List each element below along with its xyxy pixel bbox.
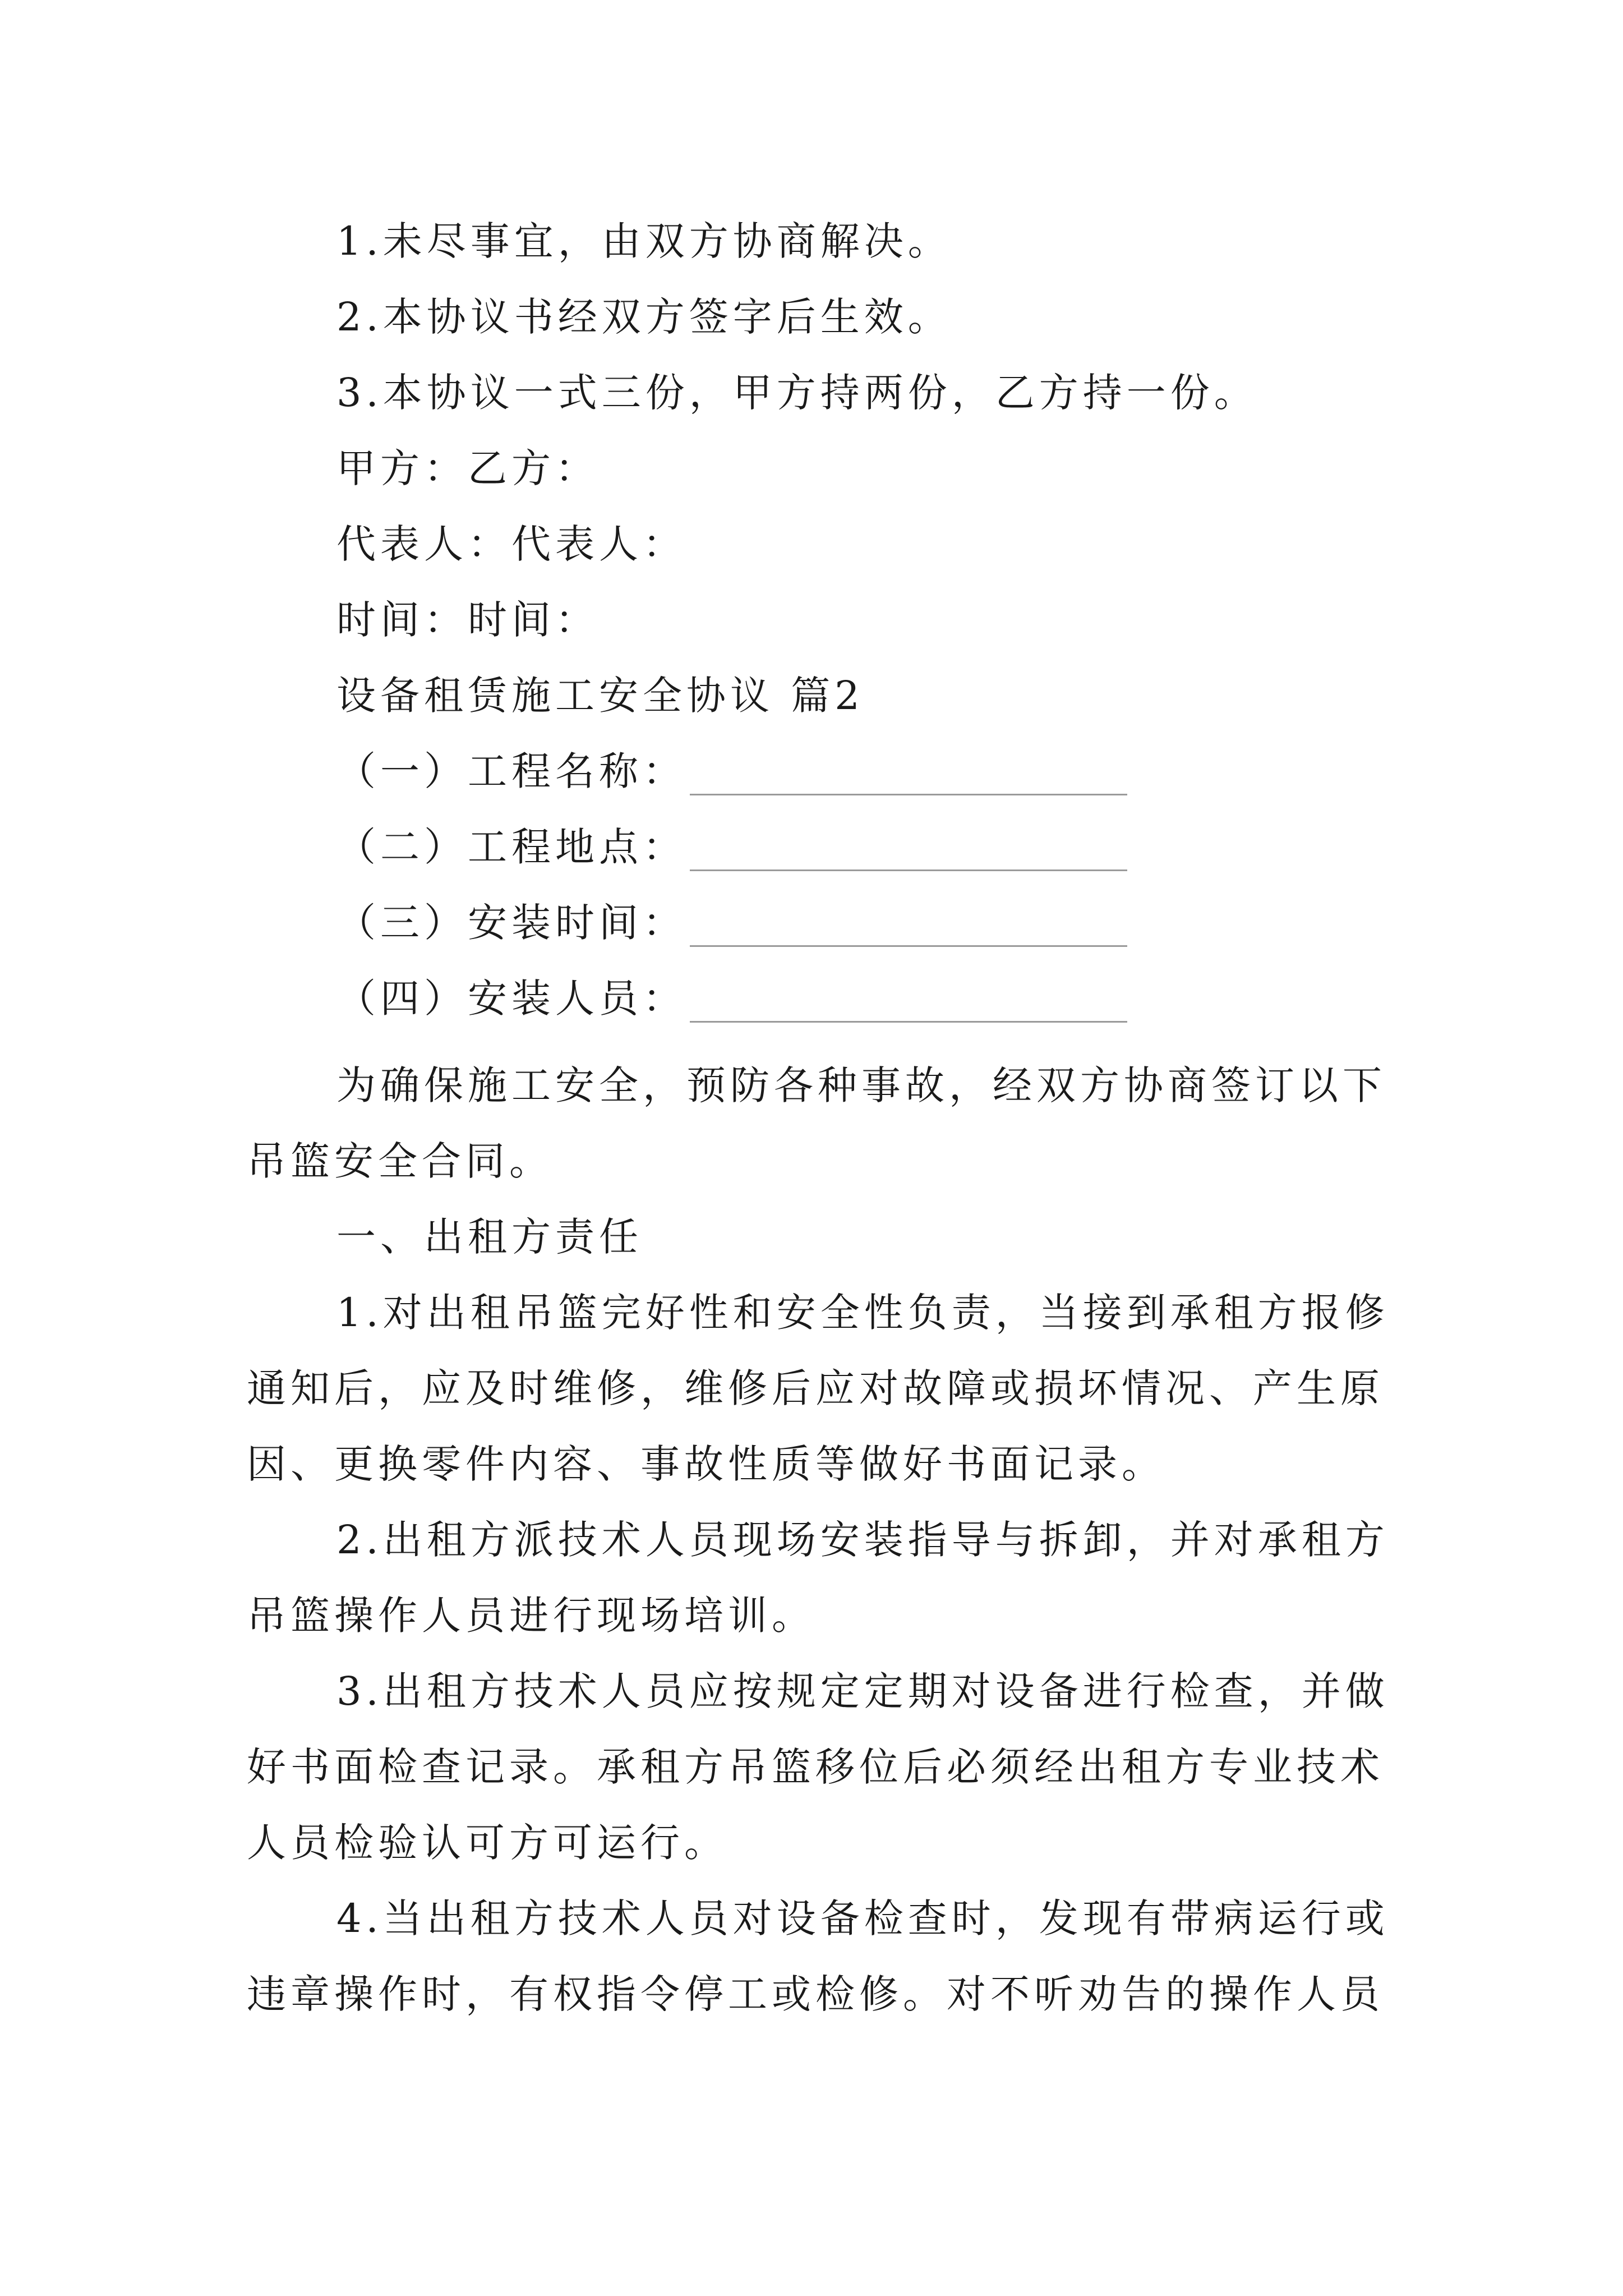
signature-parties: 甲方：乙方： [336,445,599,491]
field-project-location-label: （二）工程地点： [336,824,686,870]
clause-4-line-1: 4.当出租方技术人员对设备检查时，发现有带病运行或 [336,1895,1389,1941]
signature-representatives: 代表人：代表人： [336,521,686,567]
intro-line-2: 吊篮安全合同。 [247,1138,553,1184]
field-install-staff-blank [690,1021,1127,1023]
intro-line-1: 为确保施工安全，预防各种事故，经双方协商签订以下 [336,1062,1386,1108]
field-install-time-blank [690,945,1127,947]
closing-item-3: 3.本协议一式三份，甲方持两份，乙方持一份。 [336,370,1258,416]
clause-4-line-2: 违章操作时，有权指令停工或检修。对不听劝告的操作人员 [247,1971,1384,2017]
clause-1-line-3: 因、更换零件内容、事故性质等做好书面记录。 [247,1441,1165,1487]
clause-2-line-1: 2.出租方派技术人员现场安装指导与拆卸，并对承租方 [336,1517,1389,1563]
clause-2-line-2: 吊篮操作人员进行现场培训。 [247,1593,815,1639]
signature-time: 时间：时间： [336,597,599,643]
closing-item-2: 2.本协议书经双方签字后生效。 [336,294,952,340]
section-title: 设备租赁施工安全协议 篇2 [336,673,864,719]
clause-1-line-1: 1.对出租吊篮完好性和安全性负责，当接到承租方报修 [336,1290,1389,1336]
heading-lessor-responsibility: 一、出租方责任 [336,1214,643,1260]
closing-item-1: 1.未尽事宜，由双方协商解决。 [336,218,952,264]
field-install-staff-label: （四）安装人员： [336,976,686,1022]
field-install-time-label: （三）安装时间： [336,900,686,946]
clause-3-line-3: 人员检验认可方可运行。 [247,1820,728,1866]
field-project-name-blank [690,794,1127,795]
clause-3-line-2: 好书面检查记录。承租方吊篮移位后必须经出租方专业技术 [247,1744,1384,1790]
field-project-location-blank [690,869,1127,871]
clause-3-line-1: 3.出租方技术人员应按规定定期对设备进行检查，并做 [336,1668,1389,1714]
clause-1-line-2: 通知后，应及时维修，维修后应对故障或损坏情况、产生原 [247,1365,1384,1411]
field-project-name-label: （一）工程名称： [336,748,686,794]
